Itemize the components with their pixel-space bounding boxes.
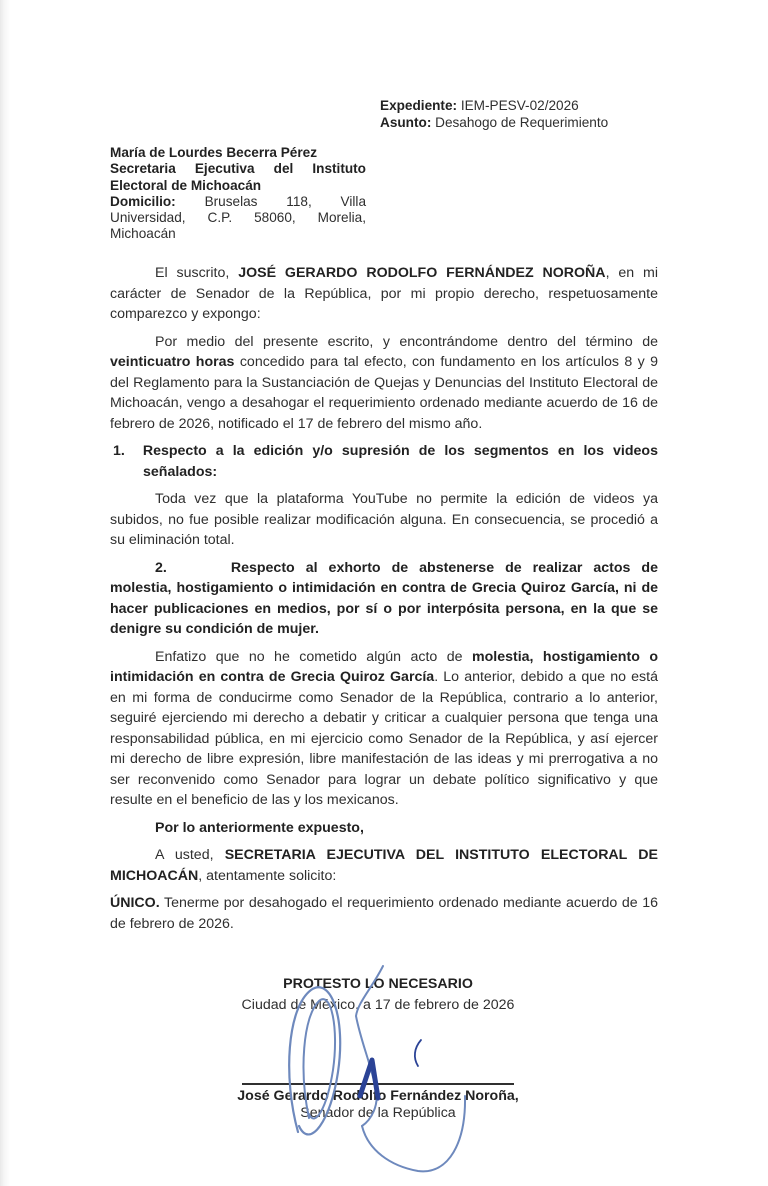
asunto-line	[380, 114, 608, 131]
list-item-1	[110, 441, 658, 482]
recipient-title-line1: Secretaria Ejecutiva del Instituto	[110, 161, 366, 177]
list-item-2-text: Respecto al exhorto de abstenerse de realizar actos de molestia, hostigamiento o intimidación en contra de Grecia Quiroz García, ni de hacer publicaciones en medios, por sí o por interpósita persona, en la que se denigre su condición de mujer.	[110, 559, 658, 637]
list-item-1-text: Respecto a la edición y/o supresión de los segmentos en los videos señalados:	[142, 443, 658, 480]
list-item-1-number: 1.	[113, 443, 125, 459]
signature-line	[242, 1083, 514, 1085]
paragraph-youtube: Toda vez que la plataforma YouTube no permite la edición de videos ya subidos, no fue posible realizar modificación alguna. En consecuencia, se procedió a su eliminación total.	[110, 491, 658, 548]
asunto-label: Asunto:	[380, 115, 432, 130]
unico-label: ÚNICO.	[110, 895, 160, 911]
paragraph-closing-intro: Por lo anteriormente expuesto,	[155, 819, 364, 836]
reference-block	[380, 97, 608, 131]
signature-paren-mark	[415, 1040, 421, 1066]
expediente-value: IEM-PESV-02/2026	[460, 98, 579, 113]
list-item-2-number: 2.	[155, 559, 167, 576]
recipient-address-line3: Michoacán	[110, 226, 176, 242]
recipient-block	[110, 145, 366, 243]
paragraph-unico: ÚNICO. Tenerme por desahogado el requerimiento ordenado mediante acuerdo de 16 de febrero de 2026.	[110, 895, 658, 932]
paragraph-emphasis: Enfatizo que no he cometido algún acto de molestia, hostigamiento o intimidación en contra de Grecia Quiroz García. Lo anterior, debido a que no está en mi forma de conducirme como Senador de la República, contrario a lo anterior, seguiré ejerciendo mi derecho a debatir y criticar a cualquier persona que tenga una responsabilidad pública, en mi ejercicio como Senador de la República, y así ejercer mi derecho de libre expresión, libre manifestación de las ideas y mi prerrogativa a no ser reconvenido como Senador para lograr un debate político significativo y que resulte en el beneficio de las y los mexicanos.	[110, 648, 658, 808]
signer-title: Senador de la República	[300, 1105, 456, 1121]
expediente-line	[380, 97, 608, 114]
letter-body	[110, 263, 658, 941]
signer-name: José Gerardo Rodolfo Fernández Noroña,	[237, 1088, 519, 1104]
paragraph-term: Por medio del presente escrito, y encontrándome dentro del término de veinticuatro horas concedido para tal efecto, con fundamento en los artículos 8 y 9 del Reglamento para la Sustanciación de Quejas y Denuncias del Instituto Electoral de Michoacán, vengo a desahogar el requerimiento ordenado mediante acuerdo de 16 de febrero de 2026, notificado el 17 de febrero del mismo año.	[110, 333, 658, 432]
recipient-title-line2: Electoral de Michoacán	[110, 177, 262, 193]
protest-line: PROTESTO LO NECESARIO	[283, 976, 473, 992]
domicilio-label: Domicilio:	[110, 193, 176, 209]
recipient-address-line1: Domicilio: Bruselas 118, Villa	[110, 193, 366, 209]
paragraph-petition: A usted, SECRETARIA EJECUTIVA DEL INSTITUTO ELECTORAL DE MICHOACÁN, atentamente solicito:	[110, 847, 658, 884]
signature-block	[212, 1083, 544, 1122]
paragraph-intro: El suscrito, JOSÉ GERARDO RODOLFO FERNÁNDEZ NOROÑA, en mi carácter de Senador de la República, por mi propio derecho, respetuosamente comparezco y expongo:	[110, 265, 659, 322]
expediente-label: Expediente:	[380, 98, 458, 113]
list-item-2	[110, 558, 658, 640]
place-date-line: Ciudad de México, a 17 de febrero de 2026	[241, 997, 515, 1013]
closing-block	[0, 974, 756, 1016]
signer-name-inline: JOSÉ GERARDO RODOLFO FERNÁNDEZ NOROÑA	[238, 265, 606, 281]
recipient-name: María de Lourdes Becerra Pérez	[110, 145, 318, 160]
recipient-address-line2: Universidad, C.P. 58060, Morelia,	[110, 210, 366, 226]
asunto-value: Desahogo de Requerimiento	[435, 115, 609, 130]
